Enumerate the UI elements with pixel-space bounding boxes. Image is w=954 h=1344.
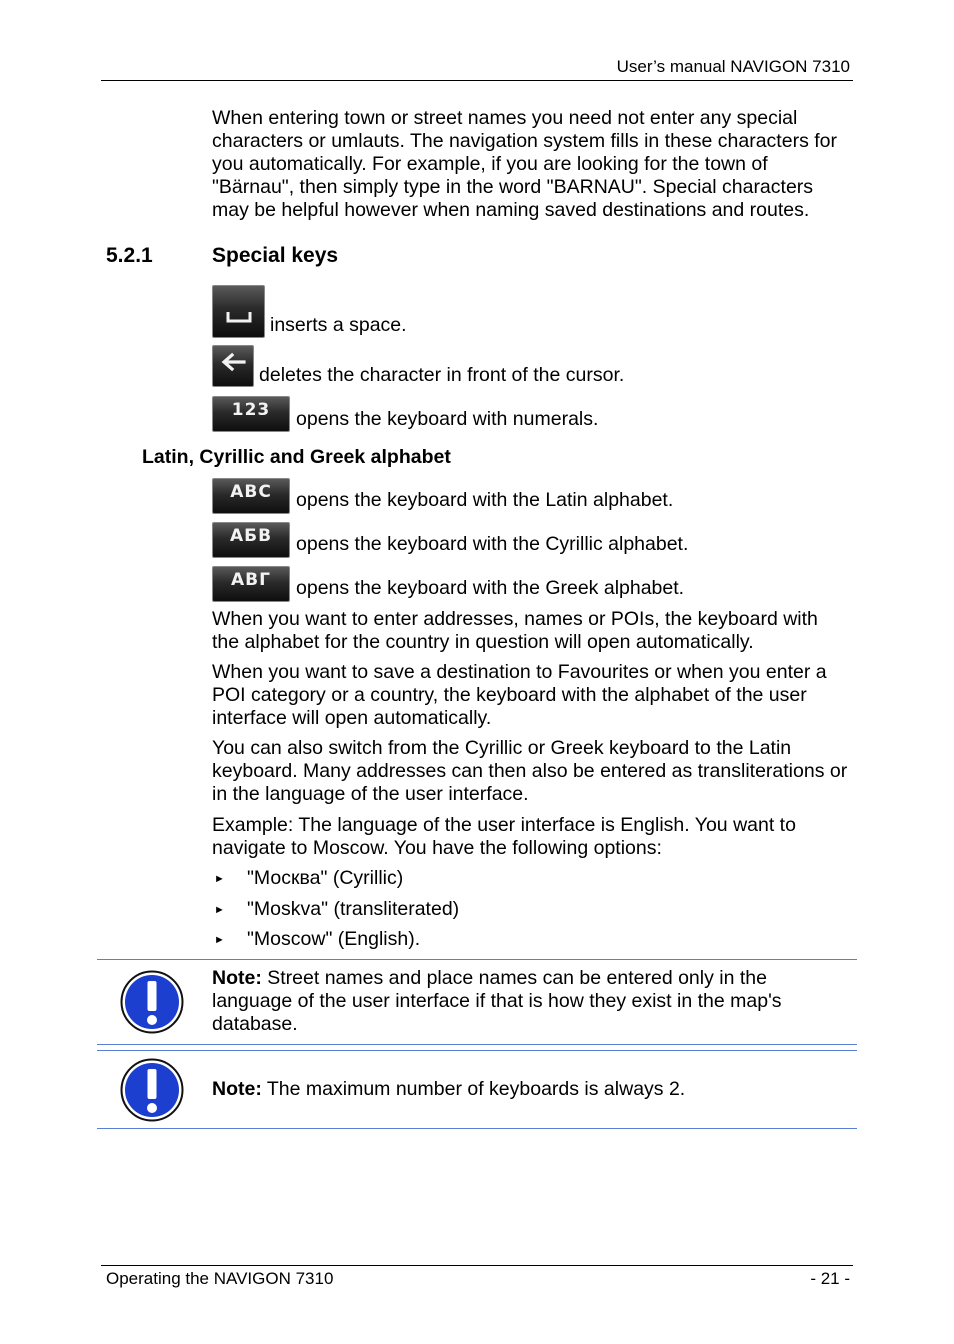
bullet-marker: ► [214,934,225,946]
note-top-rule [97,959,857,960]
cyrillic-key-icon [212,522,290,558]
greek-key-icon [212,566,290,602]
bullet-marker: ► [214,904,225,916]
note-text-street-names [212,967,842,1036]
note-body: The maximum number of keyboards is always 2. [261,1078,686,1100]
paragraph-country-keyboard: When you want to enter addresses, names or POIs, the keyboard with the alphabet for the country in question will open automatically. [212,608,818,653]
note-text-max-keyboards [212,1078,842,1101]
numerals-key-icon [212,396,290,432]
space-key-description: inserts a space. [270,314,407,336]
paragraph-favourites-keyboard: When you want to save a destination to Favourites or when you enter a POI category or a country, the keyboard with the alphabet of the user interface will open automatically. [212,661,827,729]
alphabet-heading: Latin, Cyrillic and Greek alphabet [142,446,451,468]
latin-key-icon [212,478,290,514]
numerals-key-label: 123 [231,400,271,420]
header-rule [101,80,853,81]
note-body: Street names and place names can be entered only in the language of the user interface if that is how they exist in the map's database. [212,967,782,1035]
section-number: 5.2.1 [106,244,153,267]
greek-key-description: opens the keyboard with the Greek alphabet. [296,577,685,599]
footer-chapter: Operating the NAVIGON 7310 [106,1269,334,1288]
page-number: - 21 - [810,1269,850,1288]
list-item: "Moskva" (transliterated) [247,898,460,920]
exclamation-icon [120,1058,184,1122]
latin-key-description: opens the keyboard with the Latin alphabet. [296,489,674,511]
numerals-key-description: opens the keyboard with numerals. [296,408,599,430]
backspace-key-icon [212,345,254,387]
list-item: "Moscow" (English). [247,928,421,950]
note-top-rule [97,1050,857,1051]
note-label: Note: [212,1078,262,1100]
paragraph-switch-keyboard: You can also switch from the Cyrillic or Greek keyboard to the Latin keyboard. Many addresses can then also be entered as transliterations or in the language of the user interface. [212,737,848,805]
footer-rule [101,1265,853,1266]
note-label: Note: [212,967,262,989]
section-title: Special keys [212,244,339,267]
bullet-marker: ► [214,873,225,885]
note-bottom-rule [97,1044,857,1045]
backspace-key-description: deletes the character in front of the cursor. [259,364,625,386]
list-item: "Москва" (Cyrillic) [247,867,404,889]
greek-key-label: ΑΒΓ [231,570,271,590]
page-header-title: User’s manual NAVIGON 7310 [616,57,850,76]
cyrillic-key-description: opens the keyboard with the Cyrillic alphabet. [296,533,689,555]
latin-key-label: ABC [230,482,272,502]
exclamation-icon [120,970,184,1034]
note-bottom-rule [97,1128,857,1129]
paragraph-example: Example: The language of the user interface is English. You want to navigate to Moscow. You have the following options: [212,814,796,859]
cyrillic-key-label: АБВ [229,526,273,546]
space-key-icon [212,285,265,338]
intro-paragraph: When entering town or street names you need not enter any special characters or umlauts. The navigation system fills in these characters for you automatically. For example, if you are looking for the town of "Bärnau", then simply type in the word "BARNAU". Special characters may be helpful however when naming saved destinations and routes. [212,107,837,221]
